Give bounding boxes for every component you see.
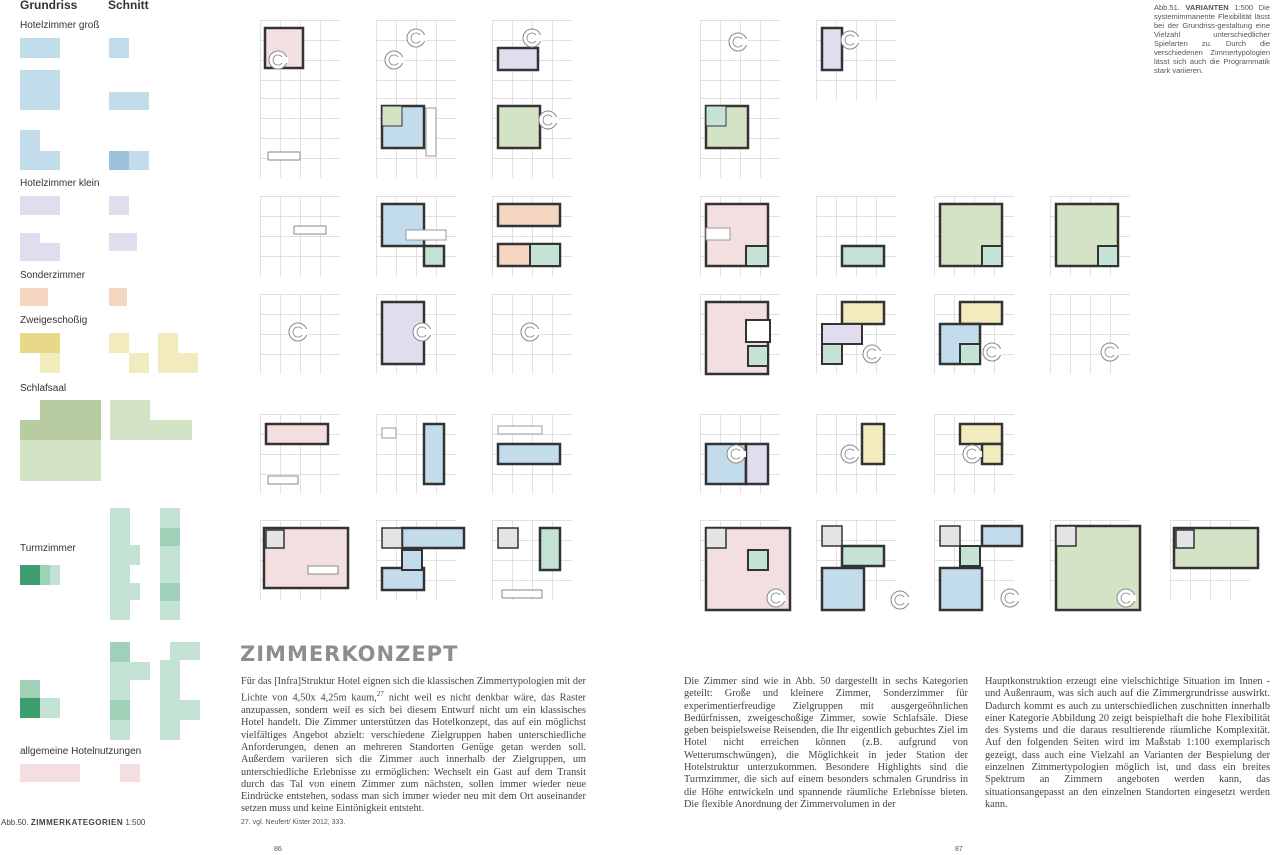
swatch-allgemein-plan [20, 764, 80, 782]
caption-abb50 [1, 818, 145, 827]
page-number-left: 86 [274, 846, 282, 853]
body-text-col1 [241, 676, 586, 816]
plan-r6-c7 [1050, 520, 1140, 610]
legend-header-schnitt: Schnitt [108, 0, 149, 12]
body-text-col3: Hauptkonstruktion erzeugt eine vielschichtige Situation im Innen -und Außenraum, was sich auch auf die Zimmergrundrisse auswirkt. Dadurch kommt es auch zu unterschiedlichen zuschnitten innerhalb einer Kategorie Abbildung 20 zeigt beispielhaft die hohe Flexibilität des Systems und die daraus resultierende räumliche Komplexität. Auf den folgenden Seiten wird im Maßstab 1:100 exemplarisch gezeigt, dass auch eine Vielzahl an Varianten der Bespielung der einzelnen Zimmertypologien möglich ist, und dass ein breites Spektrum an Zimmern angeboten werden kann, das situationsangepasst an den einzelnen Standorten eingesetzt werden kann. [985, 676, 1270, 810]
plan-r1-c2 [376, 20, 456, 100]
swatch-turm-plan-5 [40, 698, 60, 718]
swatch-turm-section-3c [130, 662, 150, 680]
caption-abb50-title: ZIMMERKATEGORIEN [30, 818, 124, 827]
legend-label-hotelzimmer-gross: Hotelzimmer groß [20, 20, 100, 31]
plan-r2-c2 [376, 98, 456, 178]
plan-r3-c2 [376, 196, 456, 276]
plan-r6-c1 [260, 520, 348, 600]
caption-abb51-scale: 1:500 [1234, 3, 1254, 12]
plan-r3-c7 [1050, 196, 1130, 276]
plan-r1-c1 [260, 20, 340, 100]
swatch-turm-section-4 [160, 660, 180, 740]
plan-r6-c4 [700, 520, 790, 610]
plan-r5-c3 [492, 414, 572, 494]
section-heading: ZIMMERKONZEPT [240, 642, 459, 666]
caption-abb51-number: Abb.51. [1154, 3, 1180, 12]
body-text-col2: Die Zimmer sind wie in Abb. 50 dargestellt in sechs Kategorien geteilt: Große und kleinere Zimmer, Sonderzimmer für experimentierfreudige Zielgruppen mit ausgergeöhnlichen Bedürfnissen, zweigeschoßige Zimmer, sowie Schlafsäle. Diese geben beispielsweise Reisenden, die Ihr eigentlich gebuchtes Ziel im Hotel nicht erreichen können (z.B. aufgrund von Wetterumschwüngen), die Möglichkeit in jeder Station der Hotelstruktur unterzukommen. Besondere Highlights sind die Turmzimmer, die sich auf einem besonders schmalen Grundriss in die Höhe entwickeln und spannende räumliche Erlebnisse bieten. Die flexible Anordnung der Zimmervolumen in der [684, 676, 968, 810]
caption-abb51-text: Die systemimmanente Flexibilität lässt bei der Grundriss-gestaltung eine Vielzahl unterschiedlicher Spielarten zu. Durch die verschiedenen Zimmertypologien lässt sich auch die Programmatik stark variieren. [1154, 3, 1270, 75]
swatch-allgemein-section [120, 764, 140, 782]
caption-abb50-scale: 1:500 [125, 818, 146, 827]
plan-r5-c5 [816, 414, 896, 494]
swatch-turm-section-4c [180, 700, 200, 720]
caption-abb51-title: VARIANTEN [1185, 3, 1229, 12]
plan-r6-c3 [492, 520, 572, 600]
legend-label-schlafsaal: Schlafsaal [20, 383, 67, 394]
plan-r4-c1 [260, 294, 340, 374]
swatch-turm-section-4b [170, 642, 200, 660]
plan-r6-c5 [816, 520, 910, 610]
plan-r4-c3 [492, 294, 572, 374]
plan-r5-c2 [376, 414, 456, 494]
plan-r2-c3 [492, 98, 572, 178]
plan-r3-c1 [260, 196, 340, 276]
plan-r4-c5 [816, 294, 896, 374]
footnote: 27. vgl. Neufert/ Kister 2012, 333. [241, 819, 346, 826]
legend-header-grundriss: Grundriss [20, 0, 78, 12]
plan-r1-c4 [700, 20, 780, 100]
body-text-col1-a: Für das [Infra]Struktur Hotel eignen sich die klassischen Zimmertypologien mit der Lichte von 4,50x 4,25m kaum, [241, 676, 586, 704]
caption-abb51 [1154, 3, 1270, 75]
legend-label-zweigeschossig: Zweigeschoßig [20, 315, 88, 326]
legend-label-turmzimmer: Turmzimmer [20, 543, 76, 554]
plan-r1-c5 [816, 20, 896, 100]
swatch-turm-section-3b [110, 700, 130, 720]
plan-r3-c5 [816, 196, 896, 276]
plan-r3-c6 [934, 196, 1014, 276]
plan-r3-c3 [492, 196, 572, 276]
plan-r4-c7 [1050, 294, 1130, 374]
footnote-ref-27: 27 [376, 690, 384, 699]
plan-r3-c4 [700, 196, 780, 276]
swatch-turm-section-3a [110, 642, 130, 662]
legend-label-sonderzimmer: Sonderzimmer [20, 270, 86, 281]
caption-abb50-number: Abb.50. [1, 818, 29, 827]
plan-r4-c2 [376, 294, 456, 374]
plan-r4-c4 [700, 294, 780, 374]
plan-r6-c2 [376, 520, 464, 600]
page-number-right: 87 [955, 846, 963, 853]
plan-r6-c8 [1170, 520, 1258, 600]
plan-r1-c3 [492, 20, 572, 100]
plan-r2-c1 [260, 98, 340, 178]
plan-r6-c6 [934, 520, 1022, 610]
plan-r4-c6 [934, 294, 1014, 374]
legend-label-allgemeine: allgemeine Hotelnutzungen [20, 746, 142, 757]
plan-r5-c4 [700, 414, 780, 494]
legend-label-hotelzimmer-klein: Hotelzimmer klein [20, 178, 100, 189]
body-text-col1-b: nicht weil es nicht denkbar wäre, das Raster anzupassen, sondern weil es sich bei diesem Entwurf nicht um ein klassisches Hotel handelt. Die Zimmer unterstützen das Hotelkonzept, das auf ein möglichst vielfältiges Angebot abzielt: verschiedene Zielgruppen haben unterschiedliche Anforderungen, denen an mehreren Standorten Genüge getan werden soll. Außerdem variieren sich die Zimmer auch innerhalb der Zielgruppen, um unterschiedliche Erlebnisse zu ermöglichen: Wechselt ein Gast auf dem Transit durch das Tal von einem Zimmer zum nächsten, sollen immer wieder neue Eindrücke entstehen, sodass man sich immer wieder neu mit dem Ort auseinander setzen muss und keine Eintönigkeit entsteht. [241, 692, 586, 815]
plan-r5-c6 [934, 414, 1014, 494]
swatch-turm-plan-4b [20, 698, 40, 718]
plan-r5-c1 [260, 414, 340, 494]
plan-r2-c4 [700, 98, 780, 178]
